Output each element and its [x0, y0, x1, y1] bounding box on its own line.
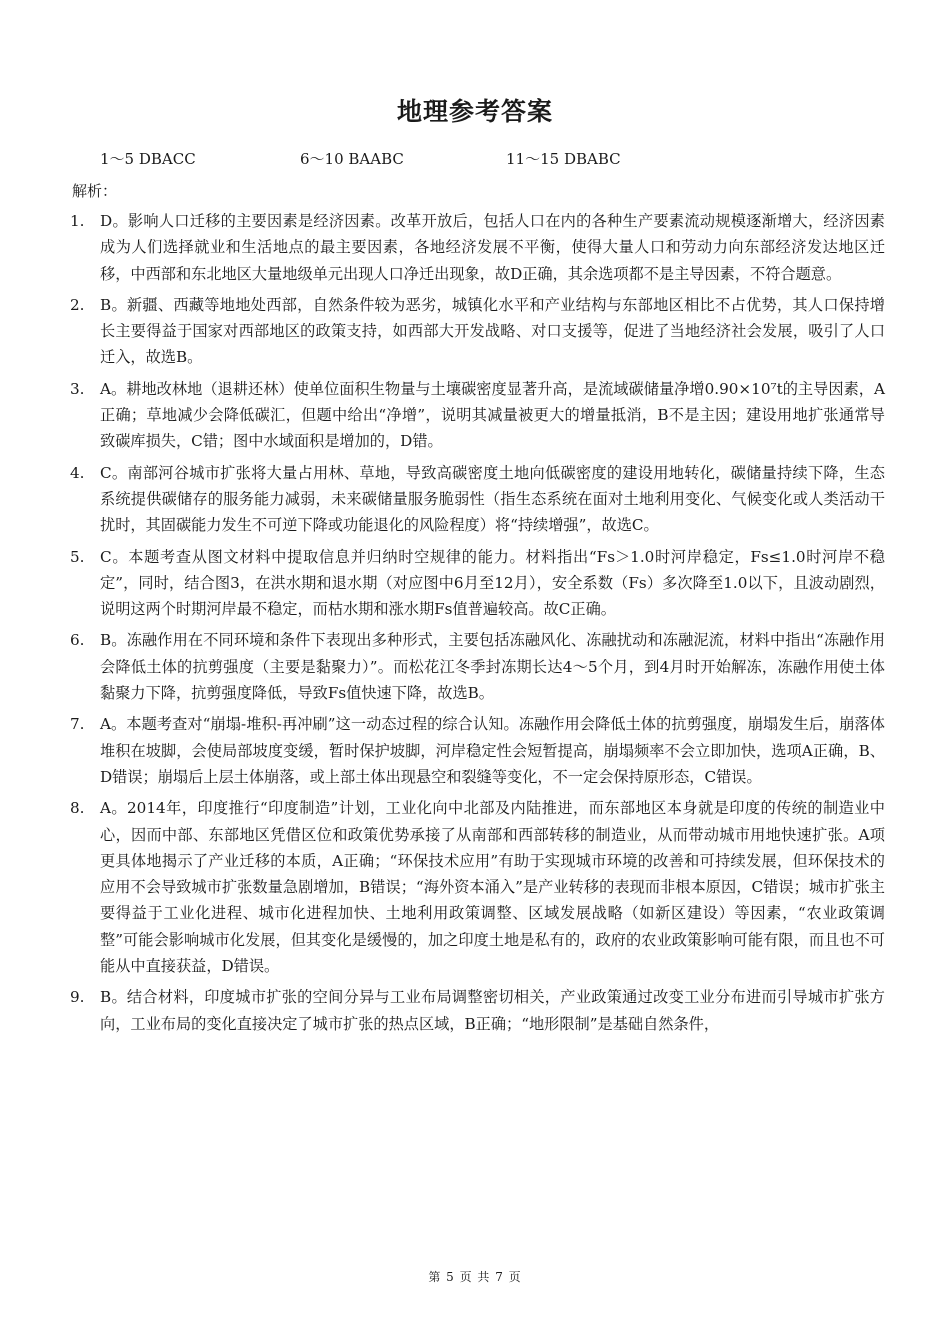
item-number: 4.: [70, 463, 85, 482]
item-number: 9.: [70, 988, 85, 1007]
item-number: 5.: [70, 547, 85, 566]
analysis-item: [70, 627, 885, 706]
answer-group-2: 6～10 BAABC: [300, 150, 404, 168]
item-number: 3.: [70, 379, 85, 398]
item-text: B。新疆、西藏等地地处西部，自然条件较为恶劣，城镇化水平和产业结构与东部地区相比不占优势，其人口保持增长主要得益于国家对西部地区的政策支持，如西部大开发战略、对口支援等，促进了当地经济社会发展，吸引了人口迁入，故选B。: [100, 295, 885, 367]
item-number: 7.: [70, 715, 85, 734]
item-text: A。本题考查对“崩塌-堆积-再冲刷”这一动态过程的综合认知。冻融作用会降低土体的抗剪强度，崩塌发生后，崩落体堆积在坡脚，会使局部坡度变缓，暂时保护坡脚，河岸稳定性会短暂提高，崩塌频率不会立即加快，选项A正确，B、D错误；崩塌后上层土体崩落，或上部土体出现悬空和裂缝等变化，不一定会保持原形态，C错误。: [100, 715, 885, 786]
item-text: A。耕地改林地（退耕还林）使单位面积生物量与土壤碳密度显著升高，是流域碳储量净增0.90×10⁷t的主导因素，A正确；草地减少会降低碳汇，但题中给出“净增”，说明其减量被更大的增量抵消，B不是主因；建设用地扩张通常导致碳库损失，C错；图中水域面积是增加的，D错。: [100, 379, 885, 451]
item-text: D。影响人口迁移的主要因素是经济因素。改革开放后，包括人口在内的各种生产要素流动规模逐渐增大，经济因素成为人们选择就业和生活地点的最主要因素，各地经济发展不平衡，使得大量人口和劳动力向东部经济发达地区迁移，中西部和东北地区大量地级单元出现人口净迁出现象，故D正确，其余选项都不是主导因素，不符合题意。: [100, 212, 885, 283]
page-footer: 第 5 页 共 7 页: [428, 1270, 522, 1284]
item-number: 2.: [70, 295, 85, 314]
item-number: 1.: [70, 212, 85, 230]
analysis-item: [70, 292, 885, 371]
item-number: 6.: [70, 631, 85, 650]
item-text: B。冻融作用在不同环境和条件下表现出多种形式，主要包括冻融风化、冻融扰动和冻融泥流，材料中指出“冻融作用会降低土体的抗剪强度（主要是黏聚力）”。而松花江冬季封冻期长达4～5个月，到4月时开始解冻，冻融作用使土体黏聚力下降，抗剪强度降低，导致Fs值快速下降，故选B。: [100, 631, 885, 703]
item-text: B。结合材料，印度城市扩张的空间分异与工业布局调整密切相关，产业政策通过改变工业分布进而引导城市扩张方向，工业布局的变化直接决定了城市扩张的热点区域，B正确；“地形限制”是基础自然条件，: [100, 988, 885, 1033]
analysis-item: [70, 208, 885, 287]
answer-group-1: 1～5 DBACC: [100, 150, 196, 168]
analysis-item: [70, 376, 885, 455]
analysis-item: [70, 984, 885, 1037]
analysis-item: [70, 711, 885, 790]
analysis-item: [70, 460, 885, 539]
item-text: C。南部河谷城市扩张将大量占用林、草地，导致高碳密度土地向低碳密度的建设用地转化，碳储量持续下降，生态系统提供碳储存的服务能力减弱，未来碳储量服务脆弱性（指生态系统在面对土地利用变化、气候变化或人类活动干扰时，其固碳能力发生不可逆下降或功能退化的风险程度）将“持续增强”，故选C。: [100, 463, 885, 535]
analysis-item: [70, 544, 885, 623]
page-title: 地理参考答案: [396, 97, 553, 126]
analysis-item: [70, 795, 885, 979]
item-number: 8.: [70, 799, 85, 818]
answer-group-3: 11～15 DBABC: [506, 150, 621, 168]
analysis-list: [70, 208, 885, 1042]
item-text: A。2014年，印度推行“印度制造”计划，工业化向中北部及内陆推进，而东部地区本身就是印度的传统的制造业中心，因而中部、东部地区凭借区位和政策优势承接了从南部和西部转移的制造业，从而带动城市用地快速扩张。A项更具体地揭示了产业迁移的本质，A正确；“环保技术应用”有助于实现城市环境的改善和可持续发展，但环保技术的应用不会导致城市扩张数量急剧增加，B错误；“海外资本涌入”是产业转移的表现而非根本原因，C错误；城市扩张主要得益于工业化进程、城市化进程加快、土地利用政策调整、区域发展战略（如新区建设）等因素，“农业政策调整”可能会影响城市化发展，但其变化是缓慢的，加之印度土地是私有的，政府的农业政策影响可能有限，而且也不可能从中直接获益，D错误。: [100, 799, 885, 976]
item-text: C。本题考查从图文材料中提取信息并归纳时空规律的能力。材料指出“Fs＞1.0时河岸稳定，Fs≤1.0时河岸不稳定”，同时，结合图3，在洪水期和退水期（对应图中6月至12月），安全系数（Fs）多次降至1.0以下，且波动剧烈，说明这两个时期河岸最不稳定，而枯水期和涨水期Fs值普遍较高。故C正确。: [100, 547, 885, 619]
analysis-label: 解析：: [72, 182, 118, 200]
